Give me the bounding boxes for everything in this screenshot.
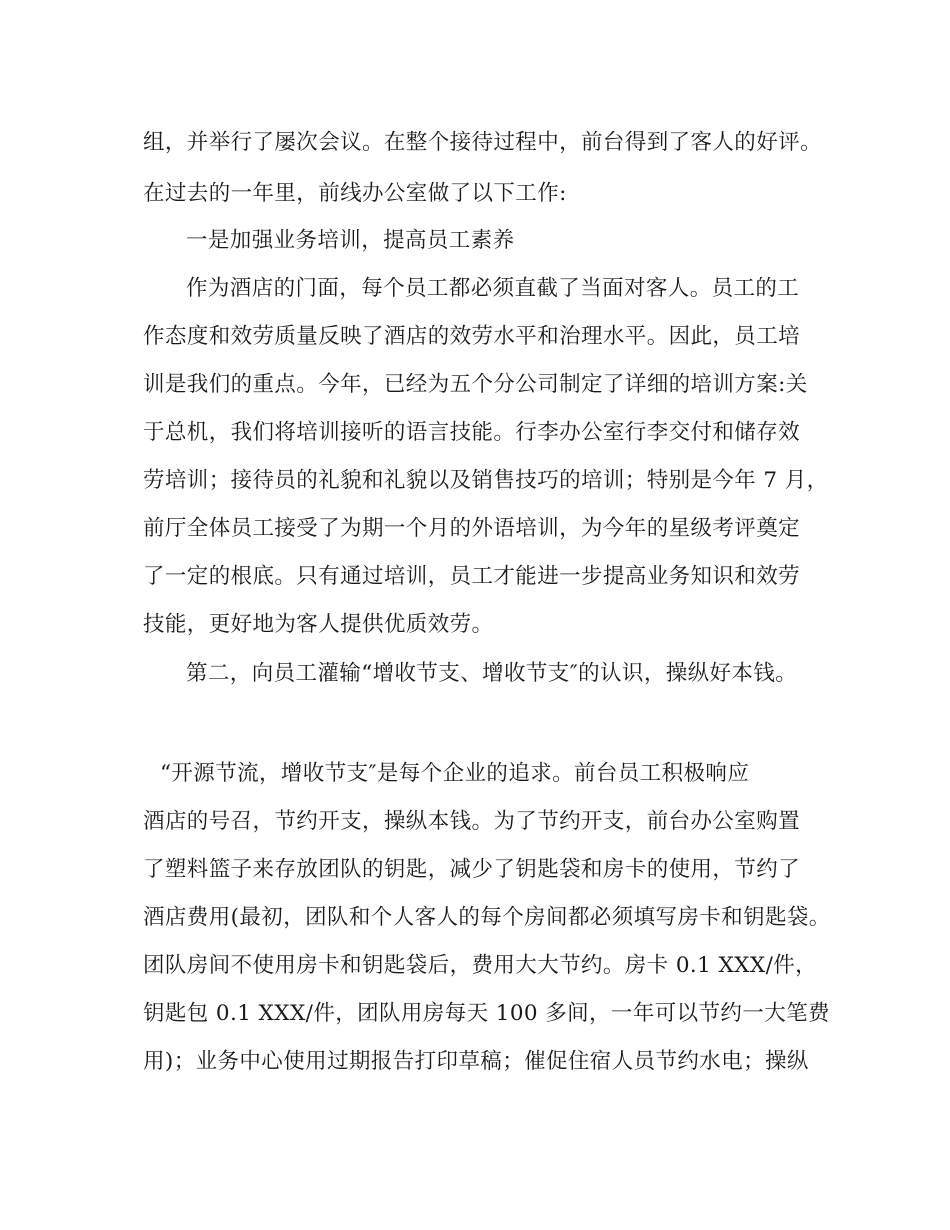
section-heading: 第二，向员工灌输“增收节支、增收节支″的认识，操纵好本钱。 xyxy=(186,661,798,686)
text-line: 训是我们的重点。今年，已经为五个分公司制定了详细的培训方案:关 xyxy=(143,372,808,397)
text-line: 团队房间不使用房卡和钥匙袋后，费用大大节约。房卡 0.1 XXX/件， xyxy=(143,953,818,978)
text-line: 了塑料篮子来存放团队的钥匙，减少了钥匙袋和房卡的使用，节约了 xyxy=(143,857,801,882)
text-line: 酒店费用(最初，团队和个人客人的每个房间都必须填写房卡和钥匙袋。 xyxy=(143,905,831,930)
section-heading: 一是加强业务培训，提高员工素养 xyxy=(186,228,515,253)
text-line: 作为酒店的门面，每个员工都必须直截了当面对客人。员工的工 xyxy=(186,276,800,301)
text-line: 钥匙包 0.1 XXX/件，团队用房每天 100 多间，一年可以节约一大笔费 xyxy=(143,1001,830,1026)
text-line: 劳培训；接待员的礼貌和礼貌以及销售技巧的培训；特别是今年 7 月， xyxy=(143,468,829,493)
text-line: 作态度和效劳质量反映了酒店的效劳水平和治理水平。因此，员工培 xyxy=(143,324,801,349)
text-line: 于总机，我们将培训接听的语言技能。行李办公室行李交付和储存效 xyxy=(143,420,801,445)
text-line: 了一定的根底。只有通过培训，员工才能进一步提高业务知识和效劳 xyxy=(143,564,801,589)
text-line: 组，并举行了屡次会议。在整个接待过程中，前台得到了客人的好评。 xyxy=(143,130,822,155)
text-line: 酒店的号召，节约开支，操纵本钱。为了节约开支，前台办公室购置 xyxy=(143,809,801,834)
text-line: 用)；业务中心使用过期报告打印草稿；催促住宿人员节约水电；操纵 xyxy=(143,1049,809,1074)
text-line: 在过去的一年里，前线办公室做了以下工作: xyxy=(143,181,567,206)
text-line: 技能，更好地为客人提供优质效劳。 xyxy=(143,612,494,637)
text-line: 前厅全体员工接受了为期一个月的外语培训，为今年的星级考评奠定 xyxy=(143,516,801,541)
text-line: “开源节流，增收节支″是每个企业的追求。前台员工积极响应 xyxy=(160,761,750,786)
